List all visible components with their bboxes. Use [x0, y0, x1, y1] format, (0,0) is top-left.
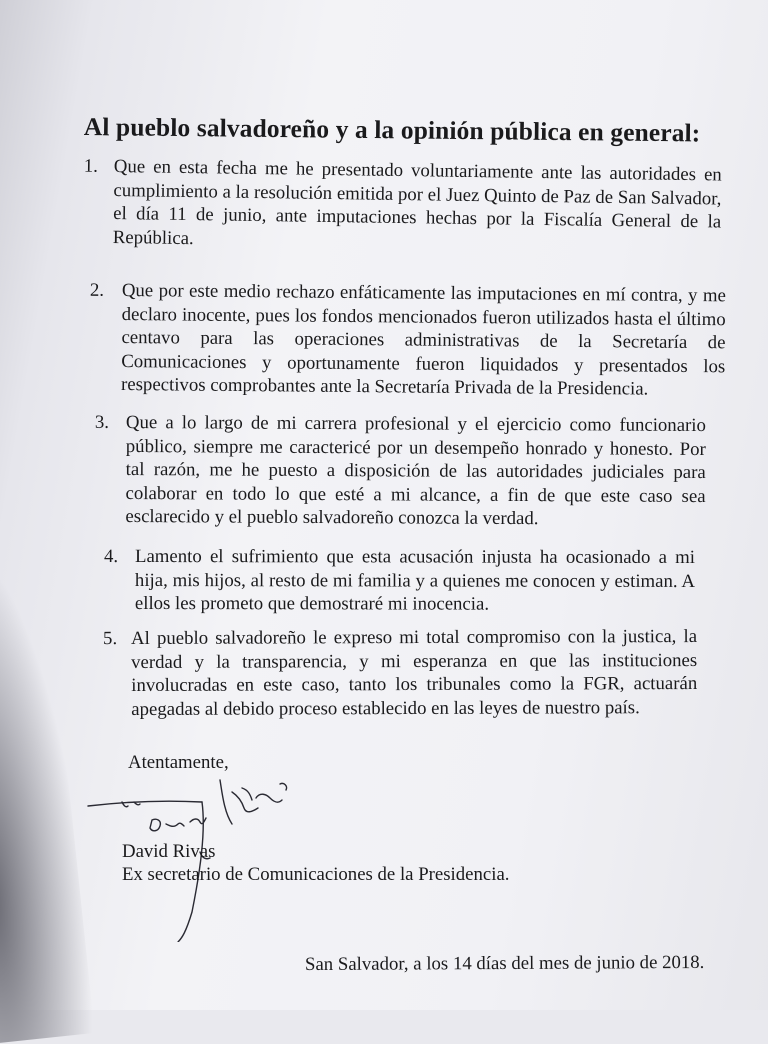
list-item — [89, 279, 726, 402]
item-number: 1. — [83, 155, 99, 177]
list-item — [83, 155, 722, 257]
signer-name: David Rivas — [122, 841, 216, 862]
item-text: Que en esta fecha me he presentado voluntariamente ante las autoridades en cumplimiento a la resolución emitida por el Juez Quinto de Paz de San Salvador, el día 11 de junio, ante imputaciones hechas por la Fiscalía General de la República. — [112, 155, 722, 249]
item-text: Al pueblo salvadoreño le expreso mi total compromiso con la justica, la verdad y la transparencia, y mi esperanza en que las instituciones involucradas en este caso, tanto los tribunales como la FGR, actuarán apegadas al debido proceso establecido en las leyes de nuestro país. — [131, 626, 698, 720]
signer-title: Ex secretario de Comunicaciones de la Presidencia. — [122, 864, 510, 885]
item-number: 2. — [89, 279, 105, 301]
closing-salutation: Atentamente, — [128, 752, 229, 773]
item-number: 5. — [103, 628, 118, 650]
item-text: Que a lo largo de mi carrera profesional y el ejercicio como funcionario público, siempre me caractericé por un desempeño honrado y honesto. Por tal razón, me he puesto a disposición de las autoridades judiciales para colaborar en todo lo que esté a mi alcance, a fin de que este caso sea esclarecido y el pueblo salvadoreño conozca la verdad. — [125, 412, 706, 530]
letter-heading: Al pueblo salvadoreño y a la opinión pública en general: — [83, 112, 701, 148]
place-date: San Salvador, a los 14 días del mes de junio de 2018. — [304, 951, 705, 976]
item-text: Que por este medio rechazo enfáticamente las imputaciones en mí contra, y me declaro inocente, pues los fondos mencionados fueron utilizados hasta el último centavo para las operaciones administrativas de la Secretaría de Comunicaciones y oportunamente fueron liquidados y presentados los respectivos comprobantes ante la Secretaría Privada de la Presidencia. — [120, 279, 726, 400]
item-number: 3. — [94, 411, 110, 433]
list-item — [103, 545, 695, 616]
item-text: Lamento el sufrimiento que esta acusación injusta ha ocasionado a mi hija, mis hijos, al resto de mi familia y a quienes me conocen y estiman. A ellos les prometo que demostraré mi inocencia. — [134, 546, 695, 615]
list-item — [103, 625, 698, 721]
item-number: 4. — [103, 545, 119, 567]
list-item — [94, 411, 706, 532]
hand-shadow — [0, 556, 95, 1044]
